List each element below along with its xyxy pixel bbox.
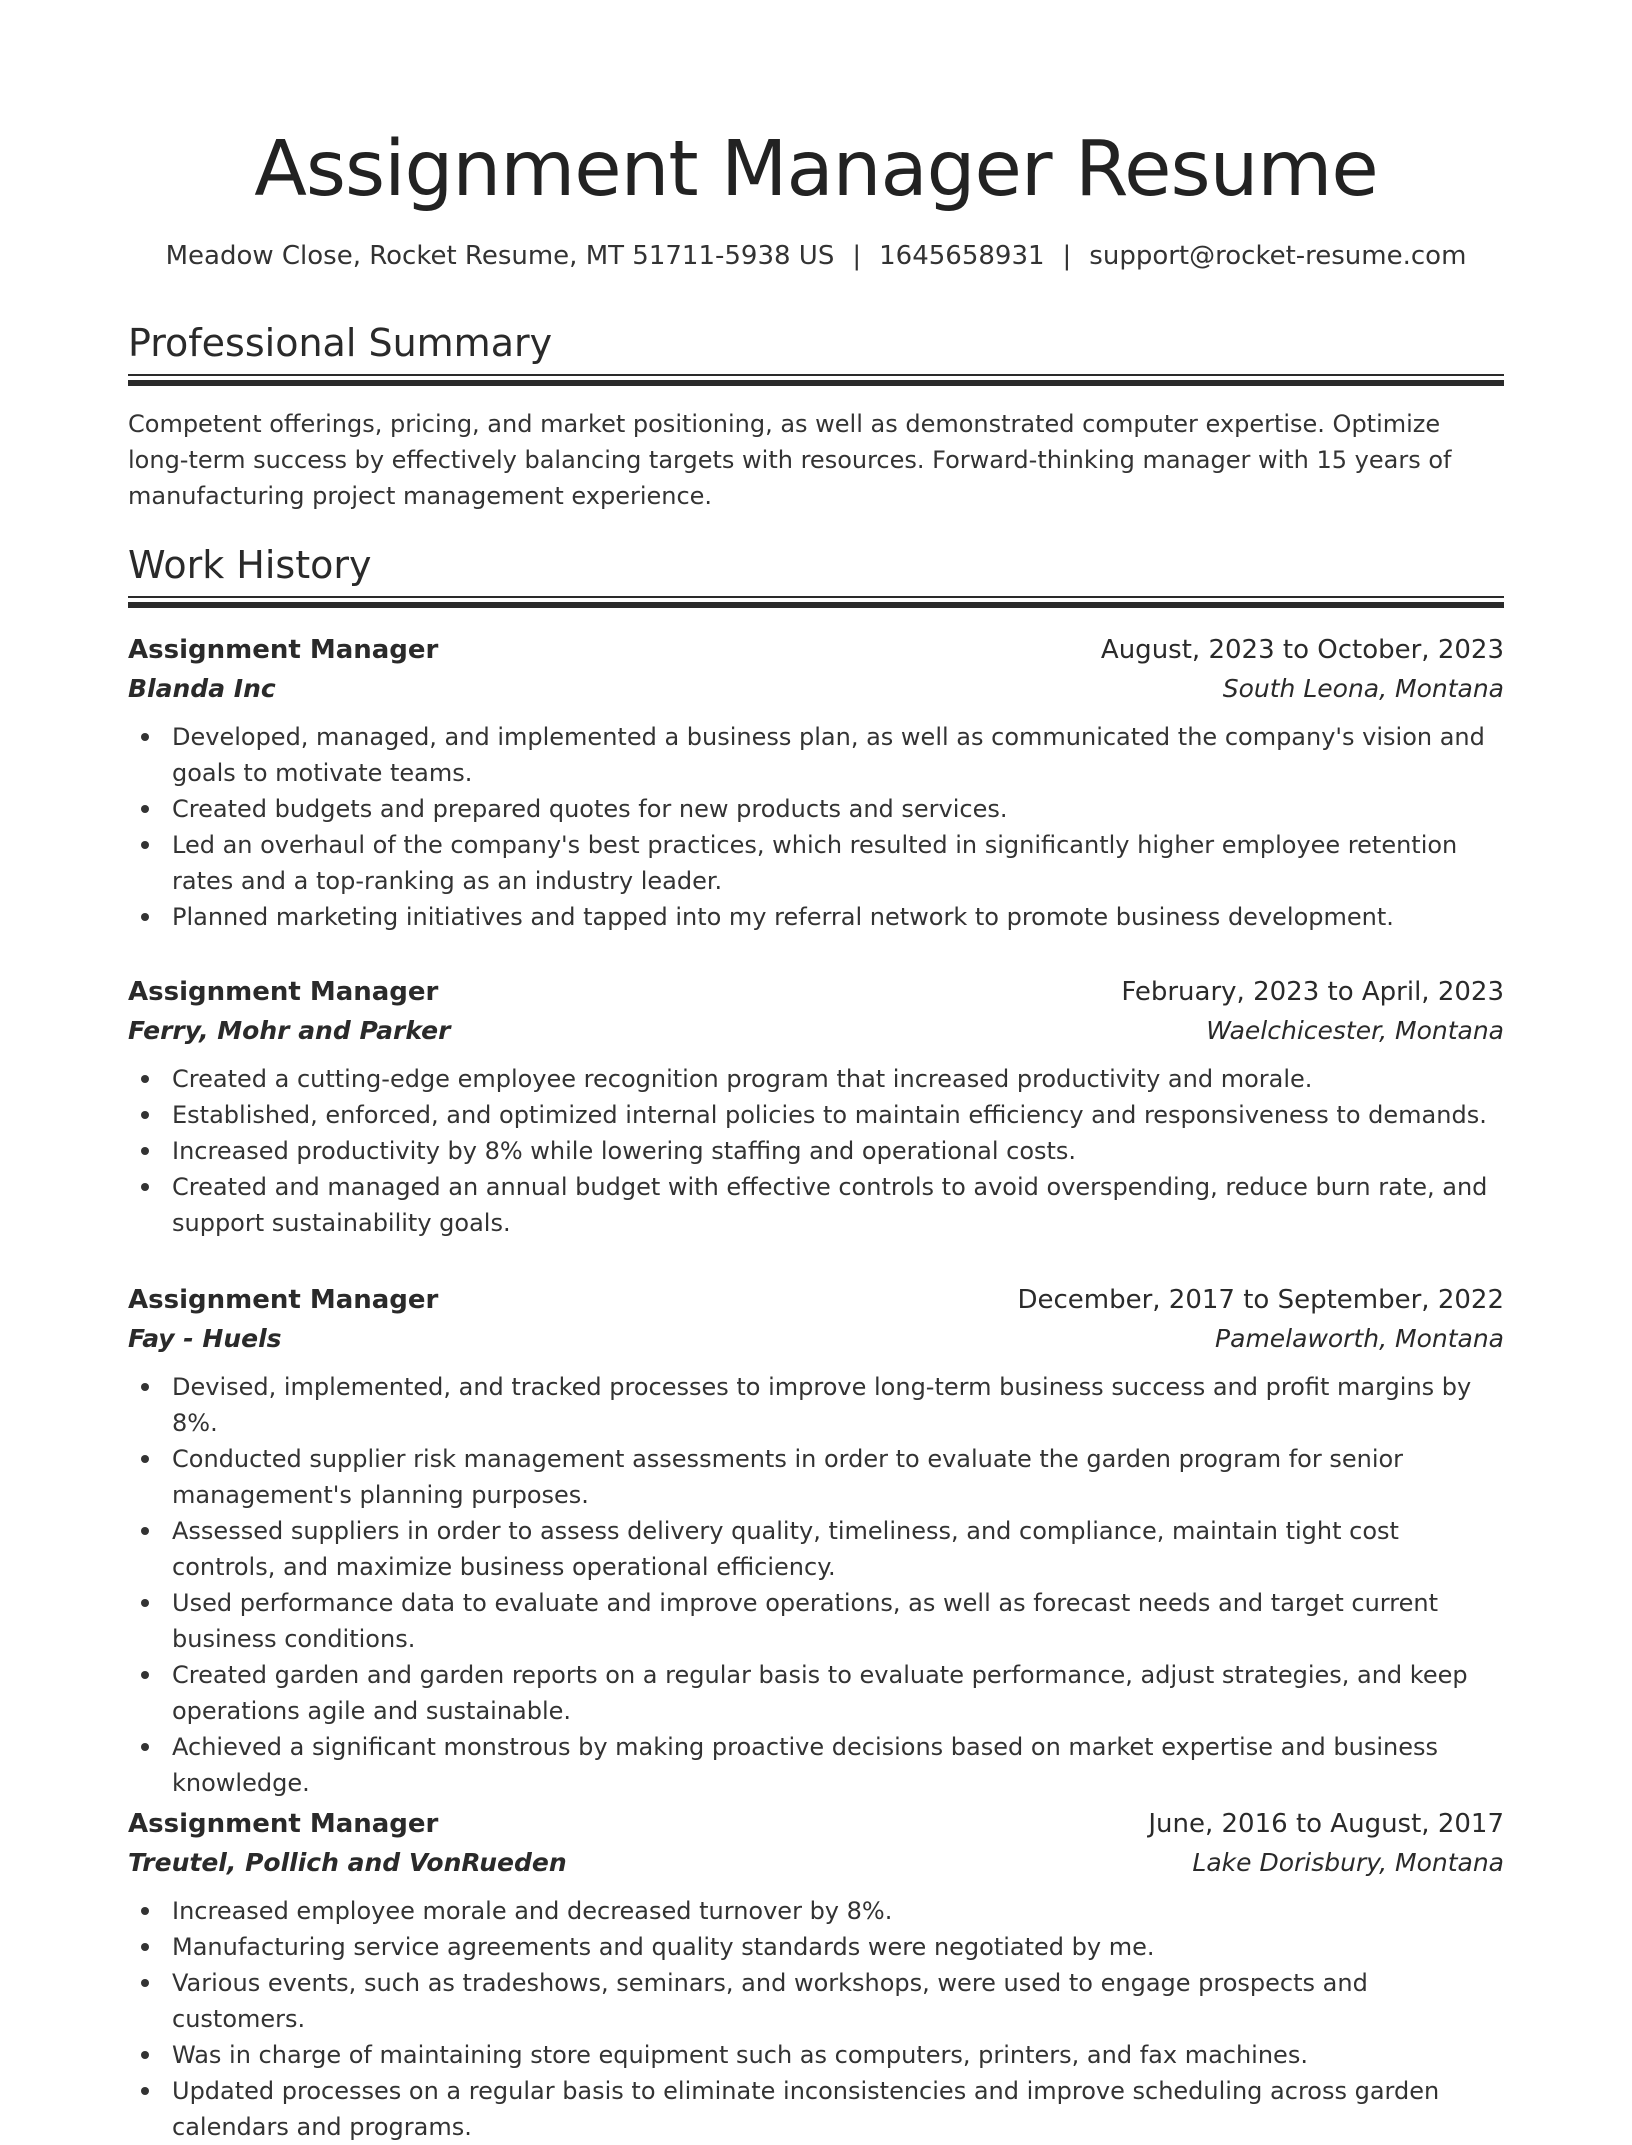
bullet-item xyxy=(128,1061,1504,1097)
section-divider xyxy=(128,596,1504,608)
bullet-dot-icon xyxy=(141,2051,149,2059)
bullet-text: Devised, implemented, and tracked processes to improve long-term business success and profit margins by 8%. xyxy=(172,1373,1472,1437)
bullet-item xyxy=(128,827,1504,899)
bullet-text: Created a cutting-edge employee recognition program that increased productivity and morale. xyxy=(172,1065,1313,1093)
job-dates: June, 2016 to August, 2017 xyxy=(1148,1809,1504,1839)
bullet-item xyxy=(128,1133,1504,1169)
bullet-text: Manufacturing service agreements and quality standards were negotiated by me. xyxy=(172,1933,1155,1961)
bullet-dot-icon xyxy=(141,1455,149,1463)
job-dates: February, 2023 to April, 2023 xyxy=(1121,977,1504,1007)
bullet-text: Created budgets and prepared quotes for new products and services. xyxy=(172,795,1008,823)
bullet-text: Increased productivity by 8% while lowering staffing and operational costs. xyxy=(172,1137,1077,1165)
bullet-item xyxy=(128,1169,1504,1241)
job-title: Assignment Manager xyxy=(128,635,439,665)
bullet-item xyxy=(128,1513,1504,1585)
job-dates: August, 2023 to October, 2023 xyxy=(1100,635,1504,665)
bullet-dot-icon xyxy=(141,1527,149,1535)
bullet-dot-icon xyxy=(141,1979,149,1987)
bullet-text: Conducted supplier risk management assessments in order to evaluate the garden program for senior management's planning purposes. xyxy=(172,1445,1404,1509)
bullet-text: Planned marketing initiatives and tapped into my referral network to promote business development. xyxy=(172,903,1394,931)
job-title: Assignment Manager xyxy=(128,1285,439,1315)
bullet-dot-icon xyxy=(141,1111,149,1119)
job-bullets xyxy=(128,1061,1504,1241)
bullet-item xyxy=(128,791,1504,827)
section-divider xyxy=(128,374,1504,386)
bullet-dot-icon xyxy=(141,1599,149,1607)
bullet-text: Achieved a significant monstrous by making proactive decisions based on market expertise and business knowledge. xyxy=(172,1733,1438,1797)
job-dates: December, 2017 to September, 2022 xyxy=(1017,1285,1504,1315)
bullet-dot-icon xyxy=(141,1075,149,1083)
bullet-text: Created garden and garden reports on a regular basis to evaluate performance, adjust strategies, and keep operations agile and sustainable. xyxy=(172,1661,1468,1725)
bullet-text: Led an overhaul of the company's best practices, which resulted in significantly higher employee retention rates and a top-ranking as an industry leader. xyxy=(172,831,1458,895)
bullet-dot-icon xyxy=(141,1907,149,1915)
job-company: Fay - Huels xyxy=(128,1324,282,1353)
contact-email[interactable]: support@rocket-resume.com xyxy=(1089,241,1467,271)
job-title: Assignment Manager xyxy=(128,977,439,1007)
job-bullets xyxy=(128,1893,1504,2145)
job-entry xyxy=(128,1805,1504,2145)
bullet-item xyxy=(128,1965,1504,2037)
contact-address: Meadow Close, Rocket Resume, MT 51711-5938 US xyxy=(165,241,835,271)
contact-phone: 1645658931 xyxy=(879,241,1045,271)
contact-separator: | xyxy=(1062,241,1072,271)
bullet-text: Established, enforced, and optimized internal policies to maintain efficiency and responsiveness to demands. xyxy=(172,1101,1487,1129)
job-company: Treutel, Pollich and VonRueden xyxy=(128,1848,567,1877)
bullet-dot-icon xyxy=(141,1383,149,1391)
section-heading-summary: Professional Summary xyxy=(128,321,553,365)
bullet-text: Assessed suppliers in order to assess delivery quality, timeliness, and compliance, maintain tight cost controls, and maximize business operational efficiency. xyxy=(172,1517,1399,1581)
contact-line xyxy=(0,236,1632,276)
bullet-text: Various events, such as tradeshows, seminars, and workshops, were used to engage prospects and customers. xyxy=(172,1969,1368,2033)
resume-title: Assignment Manager Resume xyxy=(254,125,1378,214)
bullet-item xyxy=(128,1929,1504,1965)
bullet-dot-icon xyxy=(141,841,149,849)
job-title: Assignment Manager xyxy=(128,1809,439,1839)
bullet-item xyxy=(128,2037,1504,2073)
bullet-text: Used performance data to evaluate and improve operations, as well as forecast needs and target current business conditions. xyxy=(172,1589,1438,1653)
bullet-item xyxy=(128,1585,1504,1657)
bullet-dot-icon xyxy=(141,1183,149,1191)
bullet-text: Increased employee morale and decreased turnover by 8%. xyxy=(172,1897,893,1925)
bullet-text: Was in charge of maintaining store equipment such as computers, printers, and fax machines. xyxy=(172,2041,1308,2069)
bullet-dot-icon xyxy=(141,2087,149,2095)
job-bullets xyxy=(128,719,1504,935)
bullet-dot-icon xyxy=(141,733,149,741)
contact-separator: | xyxy=(852,241,862,271)
job-entry xyxy=(128,631,1504,935)
bullet-item xyxy=(128,1729,1504,1801)
job-company: Blanda Inc xyxy=(128,674,276,703)
bullet-dot-icon xyxy=(141,1147,149,1155)
bullet-dot-icon xyxy=(141,1671,149,1679)
job-bullets xyxy=(128,1369,1504,1801)
section-heading-work-history: Work History xyxy=(128,543,372,587)
job-location: Lake Dorisbury, Montana xyxy=(1192,1848,1504,1877)
job-company: Ferry, Mohr and Parker xyxy=(128,1016,451,1045)
job-location: Pamelaworth, Montana xyxy=(1215,1324,1504,1353)
bullet-dot-icon xyxy=(141,805,149,813)
bullet-item xyxy=(128,1657,1504,1729)
bullet-item xyxy=(128,1097,1504,1133)
bullet-text: Created and managed an annual budget with effective controls to avoid overspending, reduce burn rate, and support sustainability goals. xyxy=(172,1173,1488,1237)
bullet-dot-icon xyxy=(141,1743,149,1751)
bullet-item xyxy=(128,1369,1504,1441)
bullet-text: Developed, managed, and implemented a business plan, as well as communicated the company's vision and goals to motivate teams. xyxy=(172,723,1485,787)
bullet-text: Updated processes on a regular basis to eliminate inconsistencies and improve scheduling across garden calendars and programs. xyxy=(172,2077,1440,2141)
bullet-dot-icon xyxy=(141,1943,149,1951)
bullet-item xyxy=(128,2073,1504,2145)
bullet-item xyxy=(128,1441,1504,1513)
job-entry xyxy=(128,973,1504,1241)
bullet-item xyxy=(128,1893,1504,1929)
job-location: Waelchicester, Montana xyxy=(1206,1016,1504,1045)
bullet-dot-icon xyxy=(141,913,149,921)
bullet-item xyxy=(128,719,1504,791)
bullet-item xyxy=(128,899,1504,935)
job-location: South Leona, Montana xyxy=(1222,674,1504,703)
summary-text: Competent offerings, pricing, and market positioning, as well as demonstrated computer expertise. Optimize long-term success by effectively balancing targets with resources. Forward-thinking manager with 15 years of manufacturing project management experience. xyxy=(128,410,1452,510)
job-entry xyxy=(128,1281,1504,1801)
